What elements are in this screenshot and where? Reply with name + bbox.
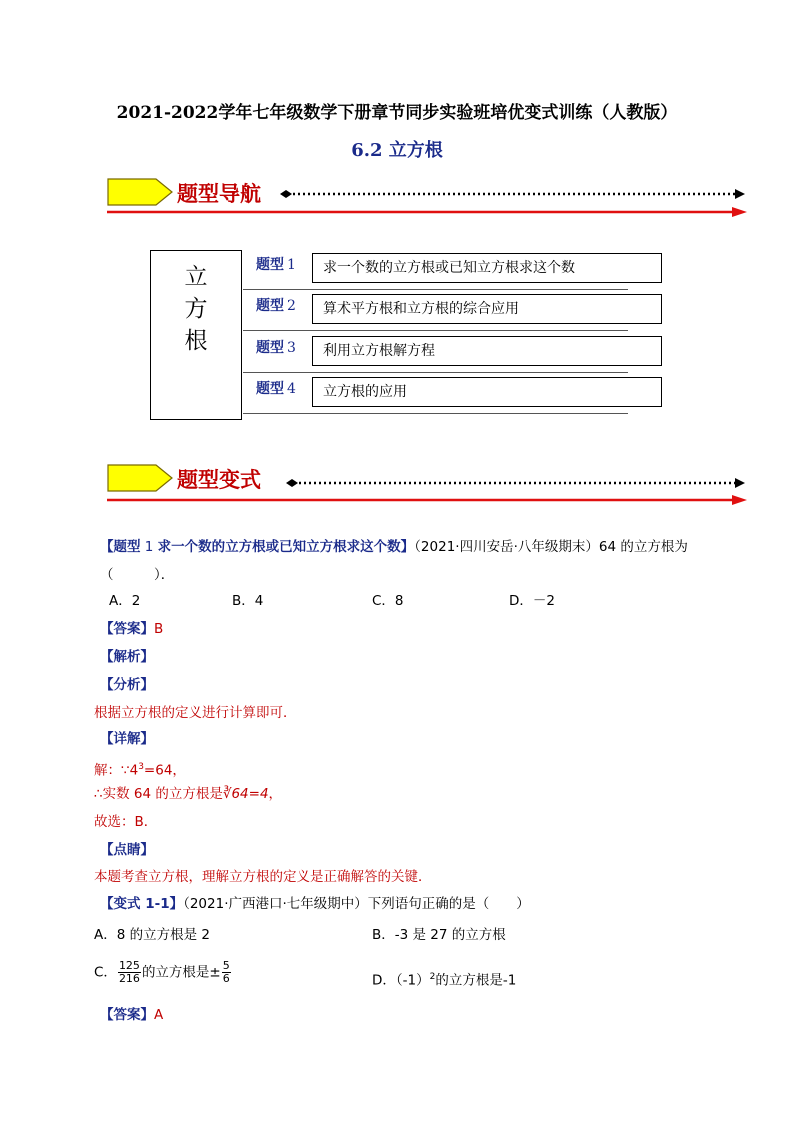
type-label-3: 题型 3 — [256, 340, 296, 356]
analysis-tag: 【解析】 — [100, 649, 154, 665]
solution-line-1: 解：$\because 4^3=64$， — [94, 762, 186, 779]
type-box-3: 利用立方根解方程 — [312, 336, 662, 366]
type-label-1: 题型 1 — [256, 257, 296, 273]
type-label-4: 题型 4 — [256, 381, 296, 397]
solution-line-3: 故选：B． — [94, 814, 158, 830]
question-1-blank: （ ）． — [100, 567, 175, 583]
topic-char: 根 — [184, 328, 208, 354]
section-title: 6.2 立方根 — [351, 140, 443, 161]
type-box-4: 立方根的应用 — [312, 377, 662, 407]
detail-tag: 【详解】 — [100, 731, 154, 747]
type-underline — [243, 372, 628, 373]
fraction: $\frac{125}{216}$ — [118, 959, 140, 985]
banner-variant-title: 题型变式 — [177, 467, 261, 492]
variant-answer-line: 【答案】A — [100, 1007, 164, 1023]
option-a: A．2 — [109, 593, 141, 609]
type-underline — [243, 330, 628, 331]
fenxi-tag: 【分析】 — [100, 677, 154, 693]
comment-text: 本题考查立方根，理解立方根的定义是正确解答的关键． — [94, 869, 432, 885]
banner-arrow-shape — [108, 465, 172, 491]
type-underline — [243, 413, 628, 414]
type-box-1: 求一个数的立方根或已知立方根求这个数 — [312, 253, 662, 283]
comment-tag: 【点睛】 — [100, 842, 154, 858]
type-box-2: 算术平方根和立方根的综合应用 — [312, 294, 662, 324]
document-title: 2021-2022学年七年级数学下册章节同步实验班培优变式训练（人教版） — [116, 103, 678, 123]
variant-option-d: D．$(-1)^2$的立方根是-1 — [372, 972, 517, 989]
variant-1-1-stem: 【变式 1-1】（2021·广西港口·七年级期中）下列语句正确的是（ ） — [100, 896, 530, 912]
variant-option-c: C． $\frac{125}{216}$ 的立方根是± $\frac{5}{6}$ — [94, 959, 230, 985]
answer-line: 【答案】B — [100, 621, 164, 637]
option-c: C．8 — [372, 593, 404, 609]
variant-option-b: B．-3 是 27 的立方根 — [372, 927, 506, 943]
topic-char: 立 — [184, 264, 208, 290]
banner-nav-title: 题型导航 — [177, 181, 261, 206]
option-d: D．－2 — [509, 593, 555, 609]
banner-arrow-shape — [108, 179, 172, 205]
type-label-2: 题型 2 — [256, 298, 296, 314]
option-b: B．4 — [232, 593, 264, 609]
solution-line-2: ∴实数 64 的立方根是∛64=4， — [94, 786, 283, 802]
topic-char: 方 — [184, 296, 208, 322]
fenxi-text: 根据立方根的定义进行计算即可． — [94, 705, 297, 721]
variant-option-a: A．8 的立方根是 2 — [94, 927, 210, 943]
fraction: $\frac{5}{6}$ — [222, 959, 230, 985]
question-1-stem: 【题型 1 求一个数的立方根或已知立方根求这个数】（2021·四川安岳·八年级期末）64 的立方根为 — [100, 539, 688, 555]
type-underline — [243, 289, 628, 290]
